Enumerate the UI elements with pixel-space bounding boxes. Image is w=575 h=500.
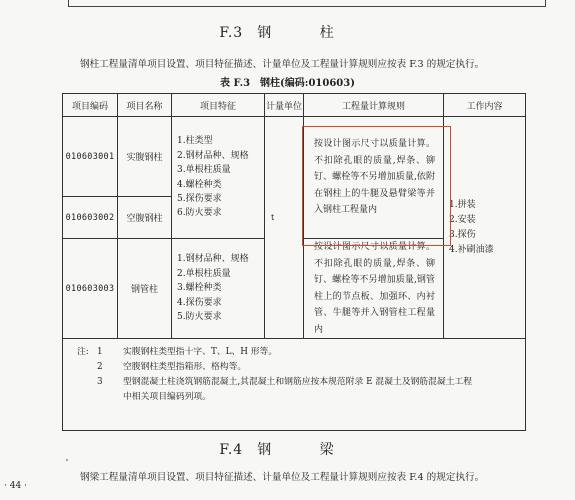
row-name: 钢管柱 [118,239,172,339]
page-number: · 44 · [4,481,27,491]
steel-column-table [62,93,526,431]
work-item: 2.安装 [449,214,476,225]
rule-cell-group1: 按设计图示尺寸以质量计算。不扣除孔眼的质量,焊条、铆钉、螺栓等不另增加质量,依附在钢柱上的牛腿及悬臂梁等并入钢柱工程量内 [304,117,444,239]
table-notes [63,339,526,431]
note-continuation: 中相关项目编码列项。 [123,392,211,402]
row-code: 010603002 [63,197,118,239]
previous-table-bottom-border [68,0,546,7]
unit-cell [265,117,304,339]
section-f3-heading [0,22,575,42]
section-f4-title: 钢 梁 [257,442,356,458]
feature-item: 2.单根柱质量 [177,268,231,279]
feature-item: 6.防火要求 [177,208,222,219]
feature-item: 3.单根柱质量 [177,165,231,176]
highlight-box [302,126,451,246]
header-unit: 计量单位 [265,94,304,117]
note-item [77,360,519,375]
unit-value: t [271,213,275,222]
note-number: 2 [97,362,103,372]
section-f3-number: F.3 [219,25,244,41]
row-name: 实腹钢柱 [118,117,172,197]
rule-cell-group2: 按设计图示尺寸以质量计算。不扣除孔眼的质量,焊条、铆钉、螺栓等不另增加质量,钢管柱上的节点板、加强环、内衬管、牛腿等并入钢管柱工程量内 [304,239,444,339]
work-item: 4.补刷油漆 [449,244,494,255]
header-work: 工作内容 [444,94,526,117]
features-cell-group2 [172,239,265,339]
notes-row [63,339,526,431]
section-f4-number: F.4 [219,442,244,458]
section-f4-heading [0,439,575,459]
note-item [77,375,519,390]
row-code: 010603001 [63,117,118,197]
note-item [77,345,519,360]
note-text: 型钢混凝土柱浇筑钢筋混凝土,其混凝土和钢筋应按本规范附录 E 混凝土及钢筋混凝土工程 [123,377,473,387]
notes-label: 注: [77,347,89,357]
row-code: 010603003 [63,239,118,339]
feature-item: 1.钢材品种、规格 [177,254,249,265]
feature-item: 2.钢材品种、规格 [177,150,249,161]
section-f4-intro: 钢梁工程量清单项目设置、项目特征描述、计量单位及工程量计算规则应按表 F.4 的规定执行。 [80,472,485,483]
feature-item: 1.柱类型 [177,136,213,147]
table-row [63,117,526,197]
table-name: 钢柱(编码:010603) [260,78,355,89]
table-caption [0,74,575,89]
feature-item: 3.螺栓种类 [177,283,222,294]
header-name: 项目名称 [118,94,172,117]
section-f3-title: 钢 柱 [257,25,356,41]
header-features: 项目特征 [172,94,265,117]
note-number: 3 [97,377,103,387]
work-item: 1.拼装 [449,199,476,210]
section-f3-intro: 钢柱工程量清单项目设置、项目特征描述、计量单位及工程量计算规则应按表 F.3 的规定执行。 [80,59,485,70]
table-header-row [63,94,526,117]
features-cell-group1 [172,117,265,239]
feature-item: 5.探伤要求 [177,193,222,204]
row-name: 空腹钢柱 [118,197,172,239]
feature-item: 4.螺栓种类 [177,179,222,190]
scan-speck [66,459,68,461]
header-rule: 工程量计算规则 [304,94,444,117]
note-text: 空腹钢柱类型指箱形、格构等。 [123,362,247,372]
work-content-cell [444,117,526,339]
note-text: 实腹钢柱类型指十字、T、L、H 形等。 [123,347,278,357]
table-label: 表 F.3 [220,78,251,89]
feature-item: 4.探伤要求 [177,297,222,308]
header-code: 项目编码 [63,94,118,117]
feature-item: 5.防火要求 [177,312,222,323]
work-item: 3.探伤 [449,229,476,240]
note-number: 1 [97,347,103,357]
